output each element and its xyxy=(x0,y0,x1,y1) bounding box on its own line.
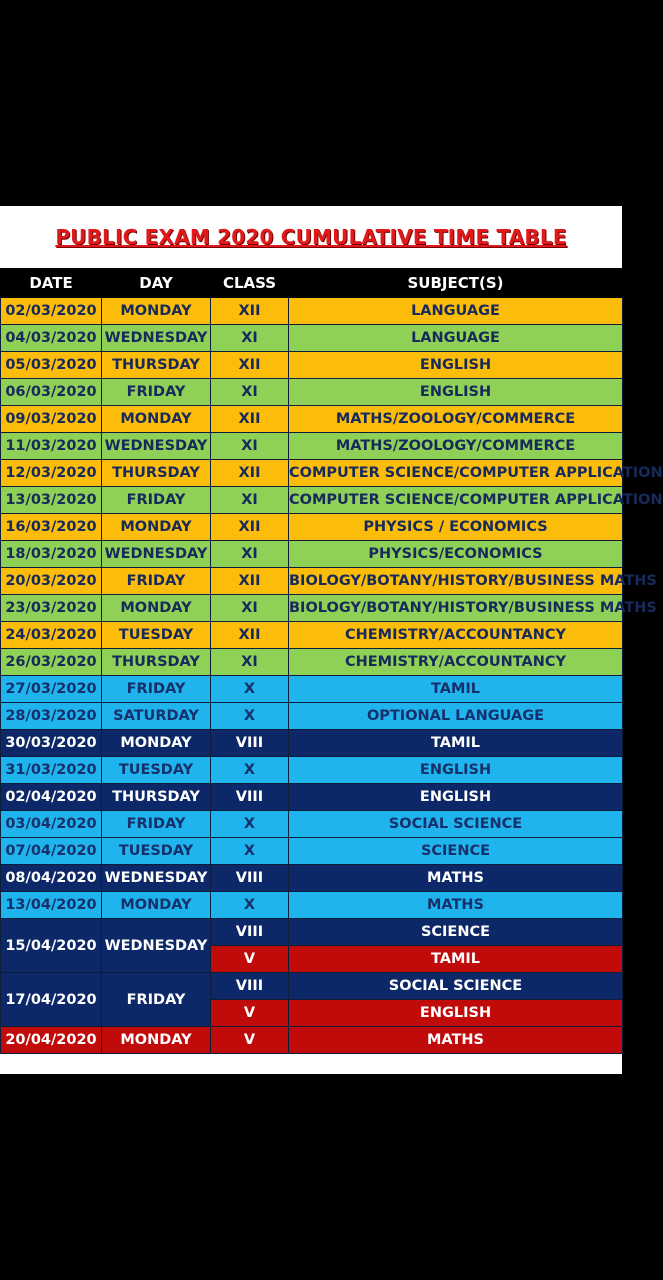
class-cell: VIII xyxy=(211,865,289,892)
table-row xyxy=(1,568,623,595)
class-cell: X xyxy=(211,811,289,838)
day-cell: MONDAY xyxy=(102,406,211,433)
day-cell: THURSDAY xyxy=(102,784,211,811)
class-cell: X xyxy=(211,838,289,865)
header-day: DAY xyxy=(102,269,211,298)
subject-cell: SOCIAL SCIENCE xyxy=(289,973,623,1000)
subject-cell: TAMIL xyxy=(289,730,623,757)
date-cell: 03/04/2020 xyxy=(1,811,102,838)
day-cell: TUESDAY xyxy=(102,757,211,784)
day-cell: WEDNESDAY xyxy=(102,919,211,973)
class-cell: X xyxy=(211,676,289,703)
class-cell: XII xyxy=(211,406,289,433)
day-cell: TUESDAY xyxy=(102,838,211,865)
timetable-body xyxy=(1,298,663,1054)
day-cell: FRIDAY xyxy=(102,676,211,703)
table-row xyxy=(1,514,623,541)
date-cell: 08/04/2020 xyxy=(1,865,102,892)
date-cell: 27/03/2020 xyxy=(1,676,102,703)
date-cell: 28/03/2020 xyxy=(1,703,102,730)
table-row xyxy=(1,352,623,379)
subject-cell: COMPUTER SCIENCE/COMPUTER APPLICATION xyxy=(289,487,623,514)
subject-cell: SCIENCE xyxy=(289,919,623,946)
day-cell: FRIDAY xyxy=(102,811,211,838)
timetable xyxy=(0,268,663,1054)
table-row xyxy=(1,919,623,946)
date-cell: 12/03/2020 xyxy=(1,460,102,487)
class-cell: XII xyxy=(211,568,289,595)
table-row xyxy=(1,973,623,1000)
class-cell: XII xyxy=(211,514,289,541)
table-row xyxy=(1,865,623,892)
timetable-document xyxy=(0,206,663,1074)
class-cell: XI xyxy=(211,433,289,460)
table-row xyxy=(1,730,623,757)
table-row xyxy=(1,892,623,919)
subject-cell: TAMIL xyxy=(289,946,623,973)
table-row xyxy=(1,757,623,784)
date-cell: 15/04/2020 xyxy=(1,919,102,973)
date-cell: 30/03/2020 xyxy=(1,730,102,757)
table-row xyxy=(1,784,623,811)
date-cell: 06/03/2020 xyxy=(1,379,102,406)
date-cell: 24/03/2020 xyxy=(1,622,102,649)
date-cell: 13/04/2020 xyxy=(1,892,102,919)
day-cell: SATURDAY xyxy=(102,703,211,730)
class-cell: V xyxy=(211,946,289,973)
subject-cell: CHEMISTRY/ACCOUNTANCY xyxy=(289,622,623,649)
date-cell: 02/03/2020 xyxy=(1,298,102,325)
day-cell: FRIDAY xyxy=(102,568,211,595)
table-row xyxy=(1,622,623,649)
day-cell: FRIDAY xyxy=(102,973,211,1027)
day-cell: MONDAY xyxy=(102,1027,211,1054)
class-cell: X xyxy=(211,703,289,730)
header-date: DATE xyxy=(1,269,102,298)
day-cell: WEDNESDAY xyxy=(102,433,211,460)
subject-cell: MATHS/ZOOLOGY/COMMERCE xyxy=(289,406,623,433)
date-cell: 20/03/2020 xyxy=(1,568,102,595)
subject-cell: MATHS xyxy=(289,1027,623,1054)
day-cell: THURSDAY xyxy=(102,460,211,487)
date-cell: 23/03/2020 xyxy=(1,595,102,622)
subject-cell: CHEMISTRY/ACCOUNTANCY xyxy=(289,649,623,676)
bottom-black-area xyxy=(0,1074,622,1280)
day-cell: MONDAY xyxy=(102,595,211,622)
class-cell: XII xyxy=(211,460,289,487)
date-cell: 26/03/2020 xyxy=(1,649,102,676)
subject-cell: BIOLOGY/BOTANY/HISTORY/BUSINESS MATHS xyxy=(289,595,623,622)
day-cell: THURSDAY xyxy=(102,352,211,379)
subject-cell: ENGLISH xyxy=(289,379,623,406)
day-cell: FRIDAY xyxy=(102,487,211,514)
subject-cell: OPTIONAL LANGUAGE xyxy=(289,703,623,730)
date-cell: 02/04/2020 xyxy=(1,784,102,811)
date-cell: 18/03/2020 xyxy=(1,541,102,568)
subject-cell: MATHS xyxy=(289,865,623,892)
date-cell: 07/04/2020 xyxy=(1,838,102,865)
date-cell: 13/03/2020 xyxy=(1,487,102,514)
subject-cell: BIOLOGY/BOTANY/HISTORY/BUSINESS MATHS xyxy=(289,568,623,595)
class-cell: XI xyxy=(211,595,289,622)
table-row xyxy=(1,811,623,838)
subject-cell: ENGLISH xyxy=(289,352,623,379)
day-cell: MONDAY xyxy=(102,730,211,757)
subject-cell: ENGLISH xyxy=(289,757,623,784)
class-cell: XI xyxy=(211,487,289,514)
class-cell: VIII xyxy=(211,784,289,811)
header-row xyxy=(1,269,623,298)
subject-cell: LANGUAGE xyxy=(289,325,623,352)
date-cell: 17/04/2020 xyxy=(1,973,102,1027)
subject-cell: PHYSICS/ECONOMICS xyxy=(289,541,623,568)
day-cell: WEDNESDAY xyxy=(102,325,211,352)
class-cell: XII xyxy=(211,298,289,325)
table-row xyxy=(1,649,623,676)
subject-cell: SOCIAL SCIENCE xyxy=(289,811,623,838)
date-cell: 31/03/2020 xyxy=(1,757,102,784)
table-row xyxy=(1,1027,623,1054)
day-cell: WEDNESDAY xyxy=(102,865,211,892)
day-cell: FRIDAY xyxy=(102,379,211,406)
class-cell: V xyxy=(211,1000,289,1027)
subject-cell: TAMIL xyxy=(289,676,623,703)
class-cell: V xyxy=(211,1027,289,1054)
header-class: CLASS xyxy=(211,269,289,298)
subject-cell: COMPUTER SCIENCE/COMPUTER APPLICATION xyxy=(289,460,623,487)
date-cell: 05/03/2020 xyxy=(1,352,102,379)
class-cell: VIII xyxy=(211,919,289,946)
table-row xyxy=(1,460,623,487)
page-title: PUBLIC EXAM 2020 CUMULATIVE TIME TABLE xyxy=(55,225,567,249)
subject-cell: SCIENCE xyxy=(289,838,623,865)
date-cell: 16/03/2020 xyxy=(1,514,102,541)
table-row xyxy=(1,379,623,406)
class-cell: XI xyxy=(211,325,289,352)
class-cell: XI xyxy=(211,541,289,568)
class-cell: XI xyxy=(211,379,289,406)
subject-cell: MATHS xyxy=(289,892,623,919)
day-cell: THURSDAY xyxy=(102,649,211,676)
class-cell: VIII xyxy=(211,730,289,757)
class-cell: XII xyxy=(211,352,289,379)
table-row xyxy=(1,325,623,352)
title-bar xyxy=(0,206,622,268)
subject-cell: ENGLISH xyxy=(289,784,623,811)
subject-cell: MATHS/ZOOLOGY/COMMERCE xyxy=(289,433,623,460)
date-cell: 09/03/2020 xyxy=(1,406,102,433)
date-cell: 04/03/2020 xyxy=(1,325,102,352)
header-subject: SUBJECT(S) xyxy=(289,269,623,298)
class-cell: XII xyxy=(211,622,289,649)
table-row xyxy=(1,838,623,865)
table-row xyxy=(1,676,623,703)
day-cell: TUESDAY xyxy=(102,622,211,649)
subject-cell: LANGUAGE xyxy=(289,298,623,325)
date-cell: 11/03/2020 xyxy=(1,433,102,460)
table-row xyxy=(1,487,623,514)
day-cell: MONDAY xyxy=(102,514,211,541)
day-cell: WEDNESDAY xyxy=(102,541,211,568)
day-cell: MONDAY xyxy=(102,298,211,325)
class-cell: X xyxy=(211,892,289,919)
table-row xyxy=(1,541,623,568)
table-row xyxy=(1,433,623,460)
table-row xyxy=(1,406,623,433)
class-cell: XI xyxy=(211,649,289,676)
class-cell: X xyxy=(211,757,289,784)
subject-cell: PHYSICS / ECONOMICS xyxy=(289,514,623,541)
table-row xyxy=(1,595,623,622)
table-row xyxy=(1,703,623,730)
class-cell: VIII xyxy=(211,973,289,1000)
table-row xyxy=(1,298,623,325)
day-cell: MONDAY xyxy=(102,892,211,919)
subject-cell: ENGLISH xyxy=(289,1000,623,1027)
date-cell: 20/04/2020 xyxy=(1,1027,102,1054)
